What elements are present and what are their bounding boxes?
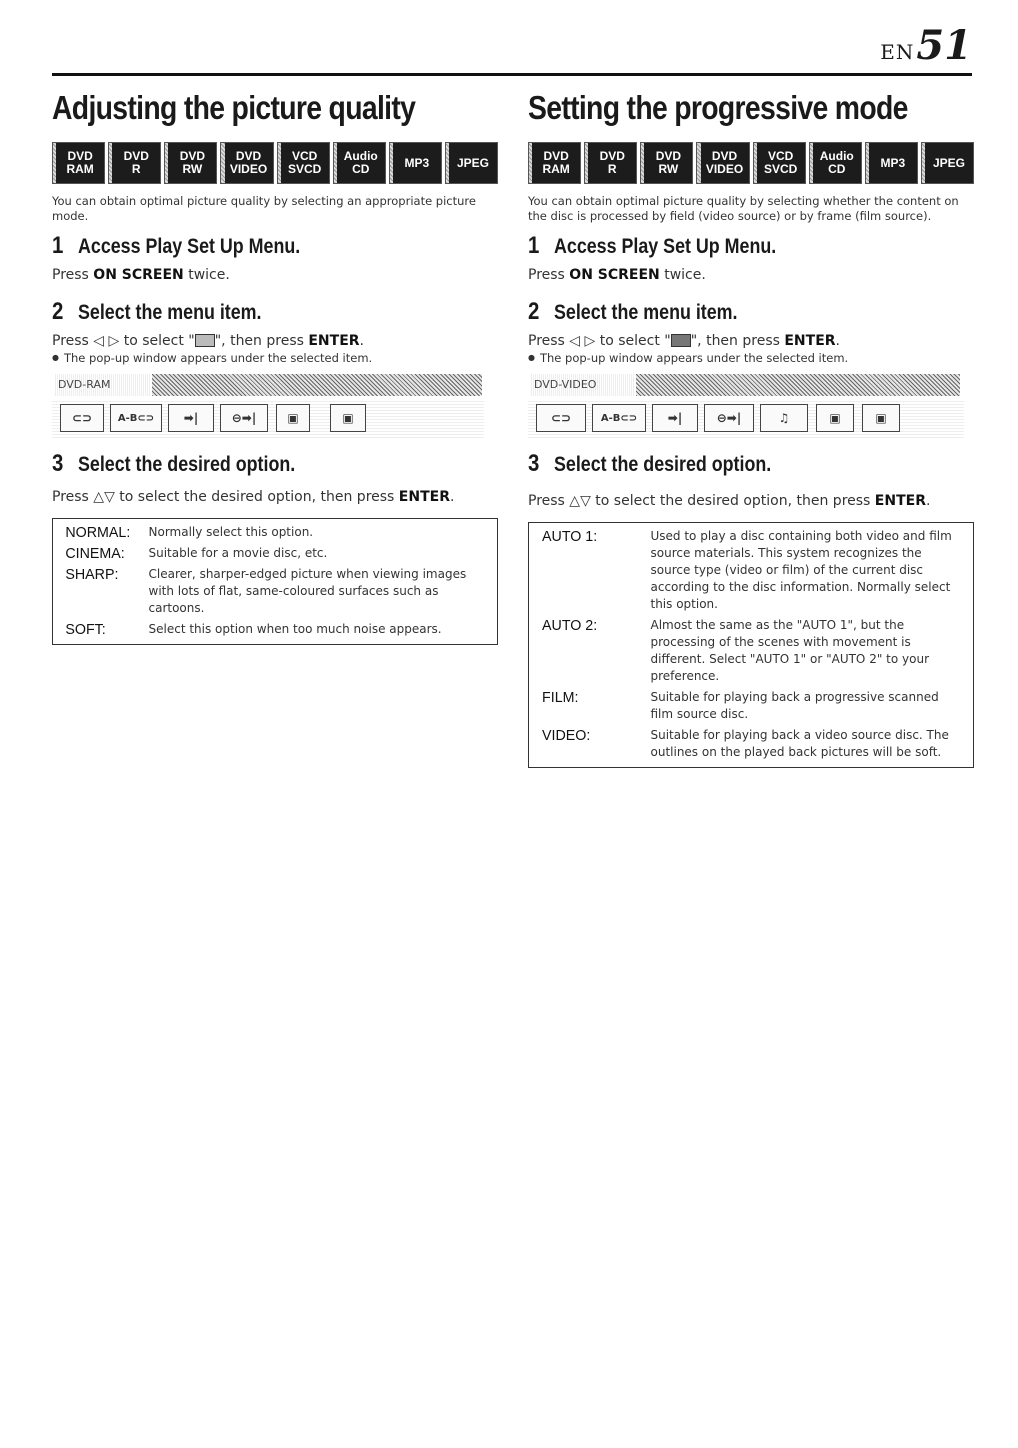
intro-text: You can obtain optimal picture quality by selecting whether the content on the disc is processed by field (video source) or by frame (film source). <box>528 194 959 223</box>
disc-icon-label: DVD R <box>588 143 636 183</box>
disc-icon-label: DVD RAM <box>532 143 580 183</box>
table-row: SHARP: Clearer, sharper-edged picture when viewing images with lots of flat, same-coloured surfaces such as cartoons. <box>64 566 467 615</box>
skip-icon: ➡| <box>652 404 698 432</box>
page-number-value: 51 <box>916 22 972 69</box>
step-number: 1 <box>52 232 64 259</box>
vcd-svcd-icon <box>753 142 806 184</box>
disc-icon-label: DVD R <box>112 143 160 183</box>
intro-text: You can obtain optimal picture quality by selecting an appropriate picture mode. <box>52 194 476 223</box>
osd-status-band <box>152 374 482 396</box>
step-1 <box>528 232 974 260</box>
disc-icon-label: Audio CD <box>813 143 861 183</box>
audio-icon: ♫ <box>760 404 808 432</box>
picture-mode-osd-icon: ▣ <box>276 404 310 432</box>
vcd-svcd-icon <box>277 142 330 184</box>
step-3-instruction: Press △▽ to select the desired option, then press ENTER. <box>52 489 455 505</box>
osd-status-band <box>636 374 960 396</box>
dvd-rw-icon <box>640 142 693 184</box>
picture-mode-icon <box>195 334 215 347</box>
section-title: Setting the progressive mode <box>528 89 908 126</box>
disc-icon-label: MP3 <box>393 143 441 183</box>
language-label: EN <box>880 40 915 64</box>
step-1 <box>52 232 498 260</box>
ab-repeat-icon: A-B⊂⊃ <box>110 404 162 432</box>
table-row: SOFT: Select this option when too much noise appears. <box>64 621 442 638</box>
picture-mode-osd-icon: ▣ <box>816 404 854 432</box>
step-1-instruction: Press ON SCREEN twice. <box>528 267 706 283</box>
dvd-rw-icon <box>164 142 217 184</box>
timer-skip-icon: ⊖➡| <box>220 404 268 432</box>
step-2-instruction: Press ◁ ▷ to select " ", then press ENTER. <box>52 333 364 349</box>
table-row: VIDEO: Suitable for playing back a video source disc. The outlines on the played back pictures will be soft. <box>541 727 949 759</box>
step-2-note: ● The pop-up window appears under the selected item. <box>528 350 974 366</box>
disc-icon-label: DVD VIDEO <box>225 143 273 183</box>
options-table <box>528 522 974 768</box>
disc-icon-row <box>528 142 974 184</box>
mp3-icon <box>865 142 918 184</box>
disc-icon-label: DVD VIDEO <box>701 143 749 183</box>
osd-menu-bar <box>528 374 974 444</box>
jpeg-icon <box>445 142 498 184</box>
step-2-instruction: Press ◁ ▷ to select " ", then press ENTER. <box>528 333 840 349</box>
step-3 <box>528 450 974 478</box>
step-title: Select the desired option. <box>554 453 772 476</box>
disc-icon-label: DVD RW <box>168 143 216 183</box>
table-row: NORMAL: Normally select this option. <box>64 524 314 541</box>
step-number: 2 <box>52 298 64 325</box>
options-table-body <box>53 519 498 645</box>
step-2-note: ● The pop-up window appears under the selected item. <box>52 350 498 366</box>
page-header <box>52 22 972 76</box>
disc-icon-label: JPEG <box>925 143 973 183</box>
dvd-ram-icon <box>528 142 581 184</box>
section-picture-quality <box>52 84 498 645</box>
dvd-r-icon <box>584 142 637 184</box>
page-number <box>880 22 972 69</box>
table-row: AUTO 2: Almost the same as the "AUTO 1", but the processing of the scenes with movement is different. Select "AUTO 1" or "AUTO 2" to your preference. <box>541 617 930 683</box>
osd-button-row <box>528 400 964 438</box>
table-row: CINEMA: Suitable for a movie disc, etc. <box>64 545 328 562</box>
timer-skip-icon: ⊖➡| <box>704 404 754 432</box>
step-number: 2 <box>528 298 540 325</box>
step-number: 3 <box>52 450 64 477</box>
step-number: 3 <box>528 450 540 477</box>
osd-disc-tab: DVD-VIDEO <box>530 374 634 396</box>
options-table-body <box>529 523 974 768</box>
table-row: AUTO 1: Used to play a disc containing both video and film source materials. This system recognizes the source type (video or film) of the current disc according to the disc information. Normally select this option. <box>541 528 952 611</box>
step-3 <box>52 450 498 478</box>
step-3-instruction: Press △▽ to select the desired option, then press ENTER. <box>528 493 931 509</box>
disc-icon-label: VCD SVCD <box>757 143 805 183</box>
step-title: Access Play Set Up Menu. <box>78 235 301 258</box>
mp3-icon <box>389 142 442 184</box>
step-title: Select the menu item. <box>554 301 738 324</box>
dvd-video-icon <box>696 142 749 184</box>
step-number: 1 <box>528 232 540 259</box>
repeat-icon: ⊂⊃ <box>60 404 104 432</box>
osd-button-row <box>52 400 484 438</box>
dvd-r-icon <box>108 142 161 184</box>
osd-menu-bar <box>52 374 498 444</box>
progressive-mode-icon <box>671 334 691 347</box>
disc-icon-row <box>52 142 498 184</box>
audio-cd-icon <box>809 142 862 184</box>
disc-icon-label: DVD RW <box>644 143 692 183</box>
skip-icon: ➡| <box>168 404 214 432</box>
section-progressive-mode <box>528 84 974 768</box>
dvd-ram-icon <box>52 142 105 184</box>
disc-icon-label: DVD RAM <box>56 143 104 183</box>
step-2 <box>52 298 498 326</box>
disc-icon-label: Audio CD <box>337 143 385 183</box>
repeat-icon: ⊂⊃ <box>536 404 586 432</box>
osd-disc-tab: DVD-RAM <box>54 374 150 396</box>
disc-icon-label: VCD SVCD <box>281 143 329 183</box>
progressive-osd-icon: ▣ <box>862 404 900 432</box>
section-title: Adjusting the picture quality <box>52 89 416 126</box>
options-table <box>52 518 498 645</box>
audio-cd-icon <box>333 142 386 184</box>
step-1-instruction: Press ON SCREEN twice. <box>52 267 230 283</box>
jpeg-icon <box>921 142 974 184</box>
progressive-osd-icon: ▣ <box>330 404 366 432</box>
dvd-video-icon <box>220 142 273 184</box>
ab-repeat-icon: A-B⊂⊃ <box>592 404 646 432</box>
step-title: Access Play Set Up Menu. <box>554 235 777 258</box>
disc-icon-label: MP3 <box>869 143 917 183</box>
step-title: Select the menu item. <box>78 301 262 324</box>
disc-icon-label: JPEG <box>449 143 497 183</box>
step-2 <box>528 298 974 326</box>
step-title: Select the desired option. <box>78 453 296 476</box>
table-row: FILM: Suitable for playing back a progressive scanned film source disc. <box>541 689 939 721</box>
